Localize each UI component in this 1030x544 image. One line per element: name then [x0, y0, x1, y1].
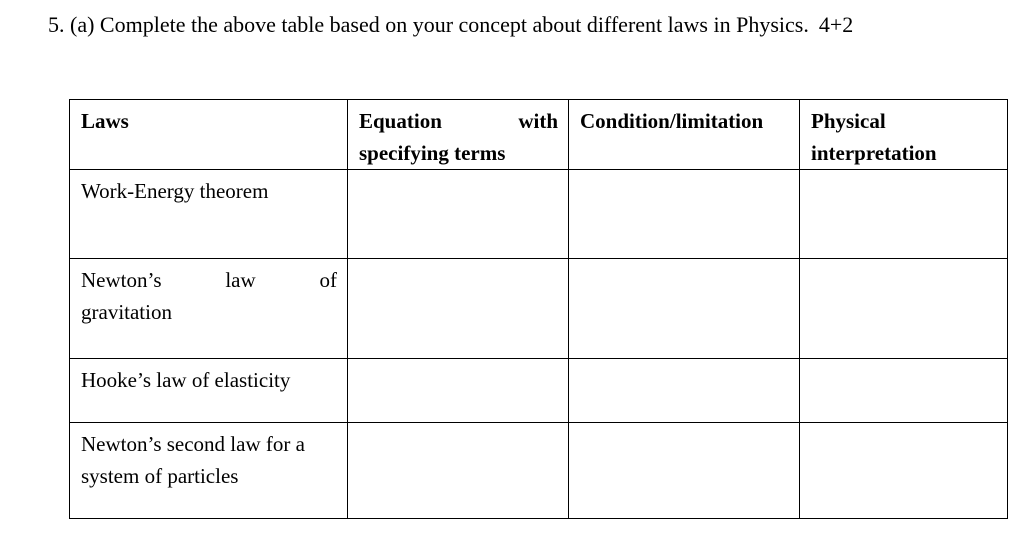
law-name: Hooke’s law of elasticity	[81, 368, 291, 392]
interpretation-answer-cell[interactable]	[800, 359, 1008, 423]
law-name-line2: gravitation	[81, 300, 172, 324]
law-cell-work-energy	[70, 170, 348, 259]
header-equation	[348, 100, 569, 170]
equation-answer-cell[interactable]	[348, 170, 569, 259]
header-laws-label: Laws	[81, 109, 129, 133]
question-prompt: 5. (a) Complete the above table based on your concept about different laws in Physics.	[48, 12, 809, 37]
law-name-line1: Newton’s second law for a	[81, 432, 305, 456]
header-condition-label: Condition/limitation	[580, 109, 764, 133]
law-cell-gravitation	[70, 259, 348, 359]
law-name-line2: system of particles	[81, 464, 239, 488]
equation-answer-cell[interactable]	[348, 423, 569, 519]
table-row	[70, 259, 1008, 359]
law-cell-second-law	[70, 423, 348, 519]
interpretation-answer-cell[interactable]	[800, 423, 1008, 519]
header-interpretation-line1: Physical	[811, 109, 886, 133]
header-interpretation	[800, 100, 1008, 170]
law-cell-hooke	[70, 359, 348, 423]
table-header-row	[70, 100, 1008, 170]
interpretation-answer-cell[interactable]	[800, 259, 1008, 359]
header-equation-line2: specifying terms	[359, 141, 506, 165]
laws-table	[69, 99, 1008, 519]
table-row	[70, 423, 1008, 519]
question-text	[48, 11, 853, 39]
header-interpretation-line2: interpretation	[811, 141, 937, 165]
law-name: Work-Energy theorem	[81, 179, 269, 203]
equation-answer-cell[interactable]	[348, 359, 569, 423]
condition-answer-cell[interactable]	[569, 423, 800, 519]
law-name-line1: Newton’s law of	[81, 268, 337, 292]
table-row	[70, 359, 1008, 423]
header-laws	[70, 100, 348, 170]
condition-answer-cell[interactable]	[569, 259, 800, 359]
interpretation-answer-cell[interactable]	[800, 170, 1008, 259]
header-equation-line1: Equation with	[359, 109, 558, 133]
table-row	[70, 170, 1008, 259]
header-condition	[569, 100, 800, 170]
question-marks: 4+2	[818, 12, 854, 37]
condition-answer-cell[interactable]	[569, 170, 800, 259]
condition-answer-cell[interactable]	[569, 359, 800, 423]
equation-answer-cell[interactable]	[348, 259, 569, 359]
